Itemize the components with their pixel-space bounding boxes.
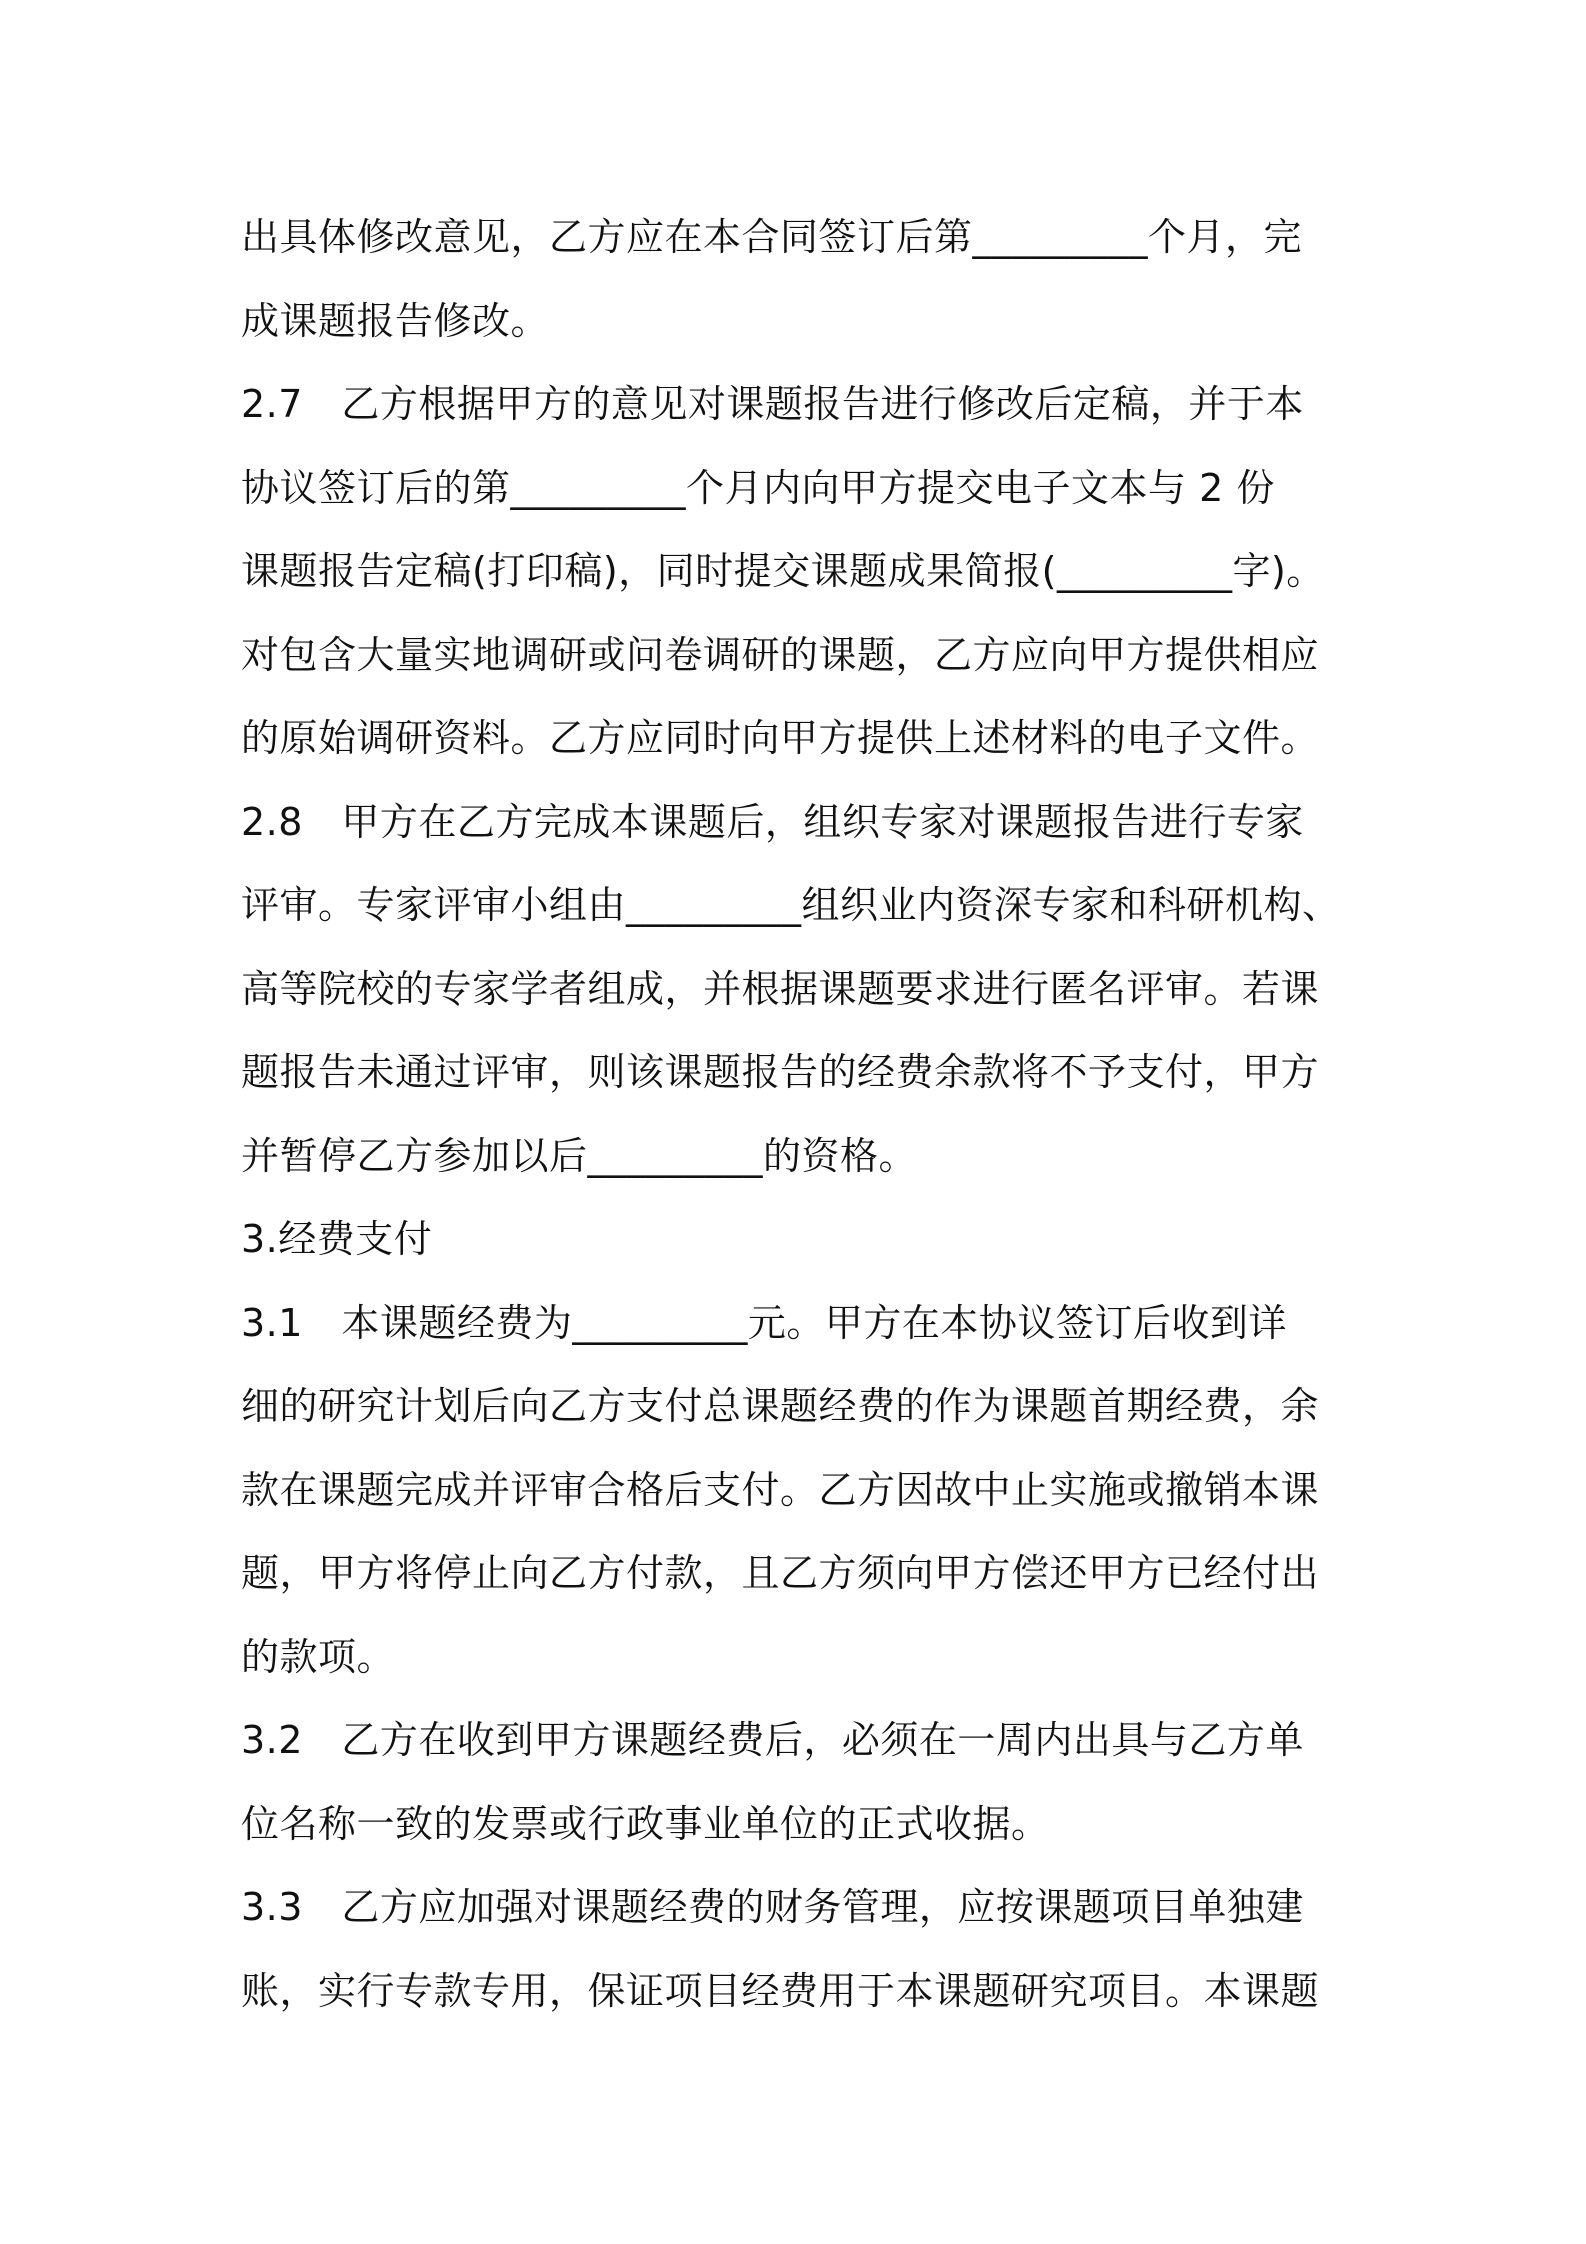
clause-2-7-line: 2.7 乙方根据甲方的意见对课题报告进行修改后定稿，并于本 — [241, 382, 1304, 426]
text-line: 评审。专家评审小组由_________组织业内资深专家和科研机构、 — [241, 883, 1341, 927]
text-line: 协议签订后的第_________个月内向甲方提交电子文本与 2 份 — [241, 465, 1275, 510]
section-heading-3: 3.经费支付 — [241, 1217, 433, 1261]
text-line: 成课题报告修改。 — [241, 298, 550, 343]
clause-3-1-line: 3.1 本课题经费为_________元。甲方在本协议签订后收到详 — [241, 1300, 1287, 1345]
text-line: 出具体修改意见，乙方应在本合同签订后第_________个月，完 — [241, 215, 1303, 259]
text-line: 高等院校的专家学者组成，并根据课题要求进行匿名评审。若课 — [241, 966, 1320, 1011]
clause-2-8-line: 2.8 甲方在乙方完成本课题后，组织专家对课题报告进行专家 — [241, 799, 1304, 844]
text-line: 课题报告定稿(打印稿)，同时提交课题成果简报(_________字)。 — [241, 549, 1325, 593]
text-line: 的款项。 — [241, 1634, 396, 1679]
document-body — [241, 196, 1361, 2033]
text-line: 并暂停乙方参加以后_________的资格。 — [241, 1133, 918, 1178]
text-line: 的原始调研资料。乙方应同时向甲方提供上述材料的电子文件。 — [241, 716, 1320, 760]
text-line: 对包含大量实地调研或问卷调研的课题，乙方应向甲方提供相应 — [241, 632, 1320, 677]
text-line: 账，实行专款专用，保证项目经费用于本课题研究项目。本课题 — [241, 1968, 1320, 2013]
clause-3-2-line: 3.2 乙方在收到甲方课题经费后，必须在一周内出具与乙方单 — [241, 1718, 1304, 1762]
clause-3-3-line: 3.3 乙方应加强对课题经费的财务管理，应按课题项目单独建 — [241, 1885, 1304, 1929]
text-line: 款在课题完成并评审合格后支付。乙方因故中止实施或撤销本课 — [241, 1467, 1320, 1512]
text-line: 位名称一致的发票或行政事业单位的正式收据。 — [241, 1801, 1050, 1846]
text-line: 题，甲方将停止向乙方付款，且乙方须向甲方偿还甲方已经付出 — [241, 1551, 1320, 1595]
text-line: 题报告未通过评审，则该课题报告的经费余款将不予支付，甲方 — [241, 1050, 1320, 1094]
text-line: 细的研究计划后向乙方支付总课题经费的作为课题首期经费，余 — [241, 1384, 1320, 1428]
